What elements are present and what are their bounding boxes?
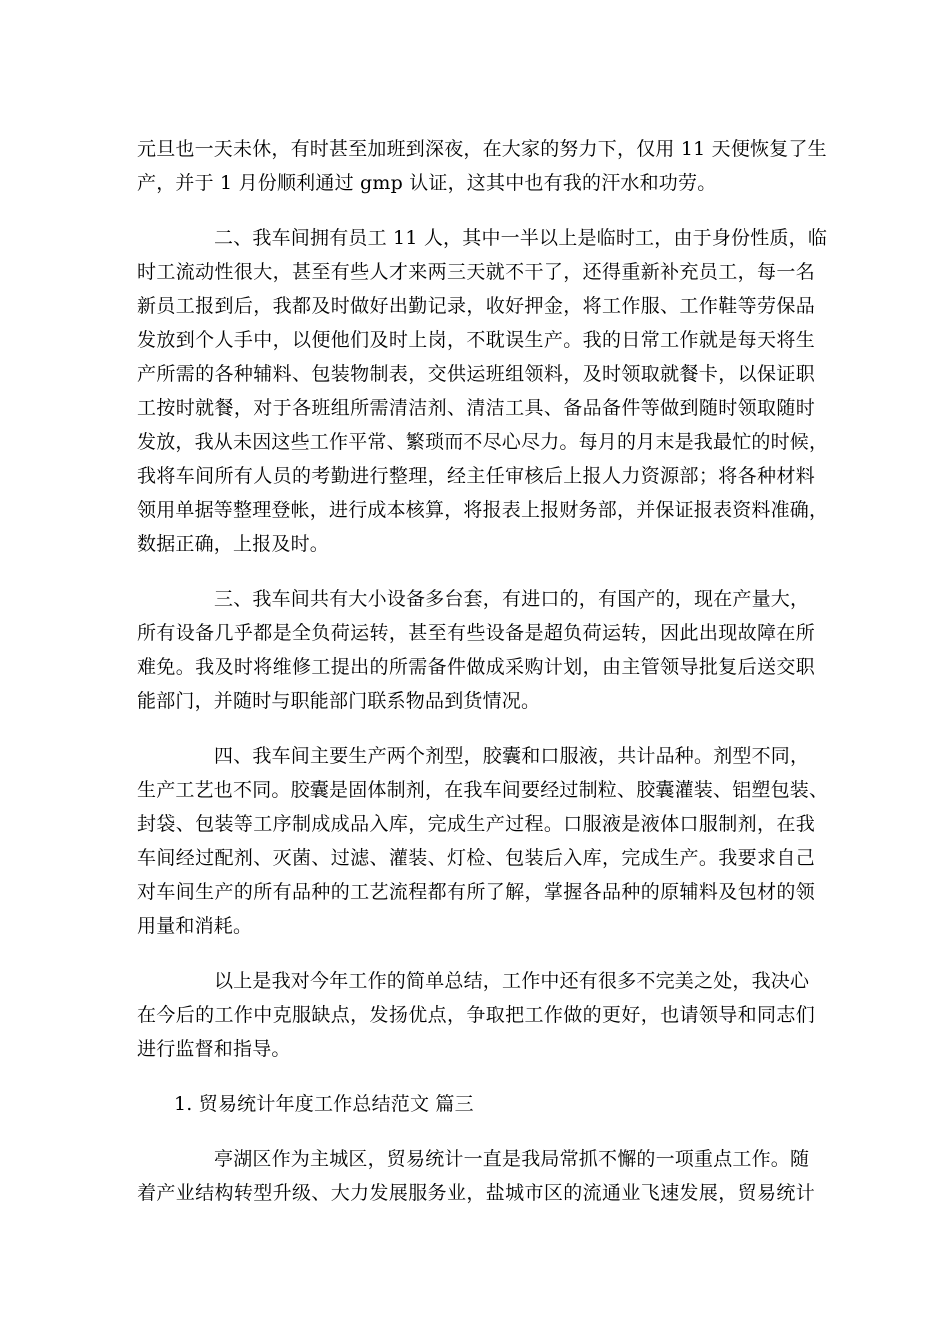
text-line: 难免。我及时将维修工提出的所需备件做成采购计划，由主管领导批复后送交职 [137, 656, 815, 678]
text-line: 进行监督和指导。 [137, 1038, 291, 1060]
text-line: 三、我车间共有大小设备多台套，有进口的，有国产的，现在产量大， [214, 588, 810, 610]
text-line: 封袋、包装等工序制成成品入库，完成生产过程。口服液是液体口服制剂，在我 [137, 813, 815, 835]
text-line: 产所需的各种辅料、包装物制表，交供运班组领料，及时领取就餐卡，以保证职 [137, 363, 815, 385]
text-line: 新员工报到后，我都及时做好出勤记录，收好押金，将工作服、工作鞋等劳保品 [137, 295, 815, 317]
text-line: 车间经过配剂、灭菌、过滤、灌装、灯检、包装后入库，完成生产。我要求自己 [137, 847, 815, 869]
text-line: 生产工艺也不同。胶囊是固体制剂，在我车间要经过制粒、胶囊灌装、铝塑包装、 [137, 779, 829, 801]
text-line: 元旦也一天未休，有时甚至加班到深夜，在大家的努力下，仅用 11 天便恢复了生 [137, 138, 827, 160]
text-line: 产，并于 1 月份顺利通过 gmp 认证，这其中也有我的汗水和功劳。 [137, 172, 717, 194]
text-line: 在今后的工作中克服缺点，发扬优点，争取把工作做的更好，也请领导和同志们 [137, 1004, 815, 1026]
section-heading: 1. 贸易统计年度工作总结范文 篇三 [174, 1093, 474, 1115]
text-line: 用量和消耗。 [137, 915, 253, 937]
text-line: 亭湖区作为主城区，贸易统计一直是我局常抓不懈的一项重点工作。随 [214, 1148, 810, 1170]
text-line: 二、我车间拥有员工 11 人，其中一半以上是临时工，由于身份性质，临 [214, 227, 828, 249]
text-line: 领用单据等整理登帐，进行成本核算，将报表上报财务部，并保证报表资料准确， [137, 499, 829, 521]
text-line: 发放到个人手中，以便他们及时上岗，不耽误生产。我的日常工作就是每天将生 [137, 329, 815, 351]
text-line: 以上是我对今年工作的简单总结，工作中还有很多不完美之处，我决心 [214, 970, 810, 992]
text-line: 数据正确，上报及时。 [137, 533, 330, 555]
text-line: 时工流动性很大，甚至有些人才来两三天就不干了，还得重新补充员工，每一名 [137, 261, 815, 283]
text-line: 着产业结构转型升级、大力发展服务业，盐城市区的流通业飞速发展，贸易统计 [137, 1182, 815, 1204]
text-line: 对车间生产的所有品种的工艺流程都有所了解，掌握各品种的原辅料及包材的领 [137, 881, 815, 903]
text-line: 四、我车间主要生产两个剂型，胶囊和口服液，共计品种。剂型不同， [214, 745, 810, 767]
text-line: 工按时就餐，对于各班组所需清洁剂、清洁工具、备品备件等做到随时领取随时 [137, 397, 815, 419]
text-line: 能部门，并随时与职能部门联系物品到货情况。 [137, 690, 541, 712]
text-line: 所有设备几乎都是全负荷运转，甚至有些设备是超负荷运转，因此出现故障在所 [137, 622, 815, 644]
text-line: 发放，我从未因这些工作平常、繁琐而不尽心尽力。每月的月末是我最忙的时候， [137, 431, 829, 453]
text-line: 我将车间所有人员的考勤进行整理，经主任审核后上报人力资源部；将各种材料 [137, 465, 815, 487]
